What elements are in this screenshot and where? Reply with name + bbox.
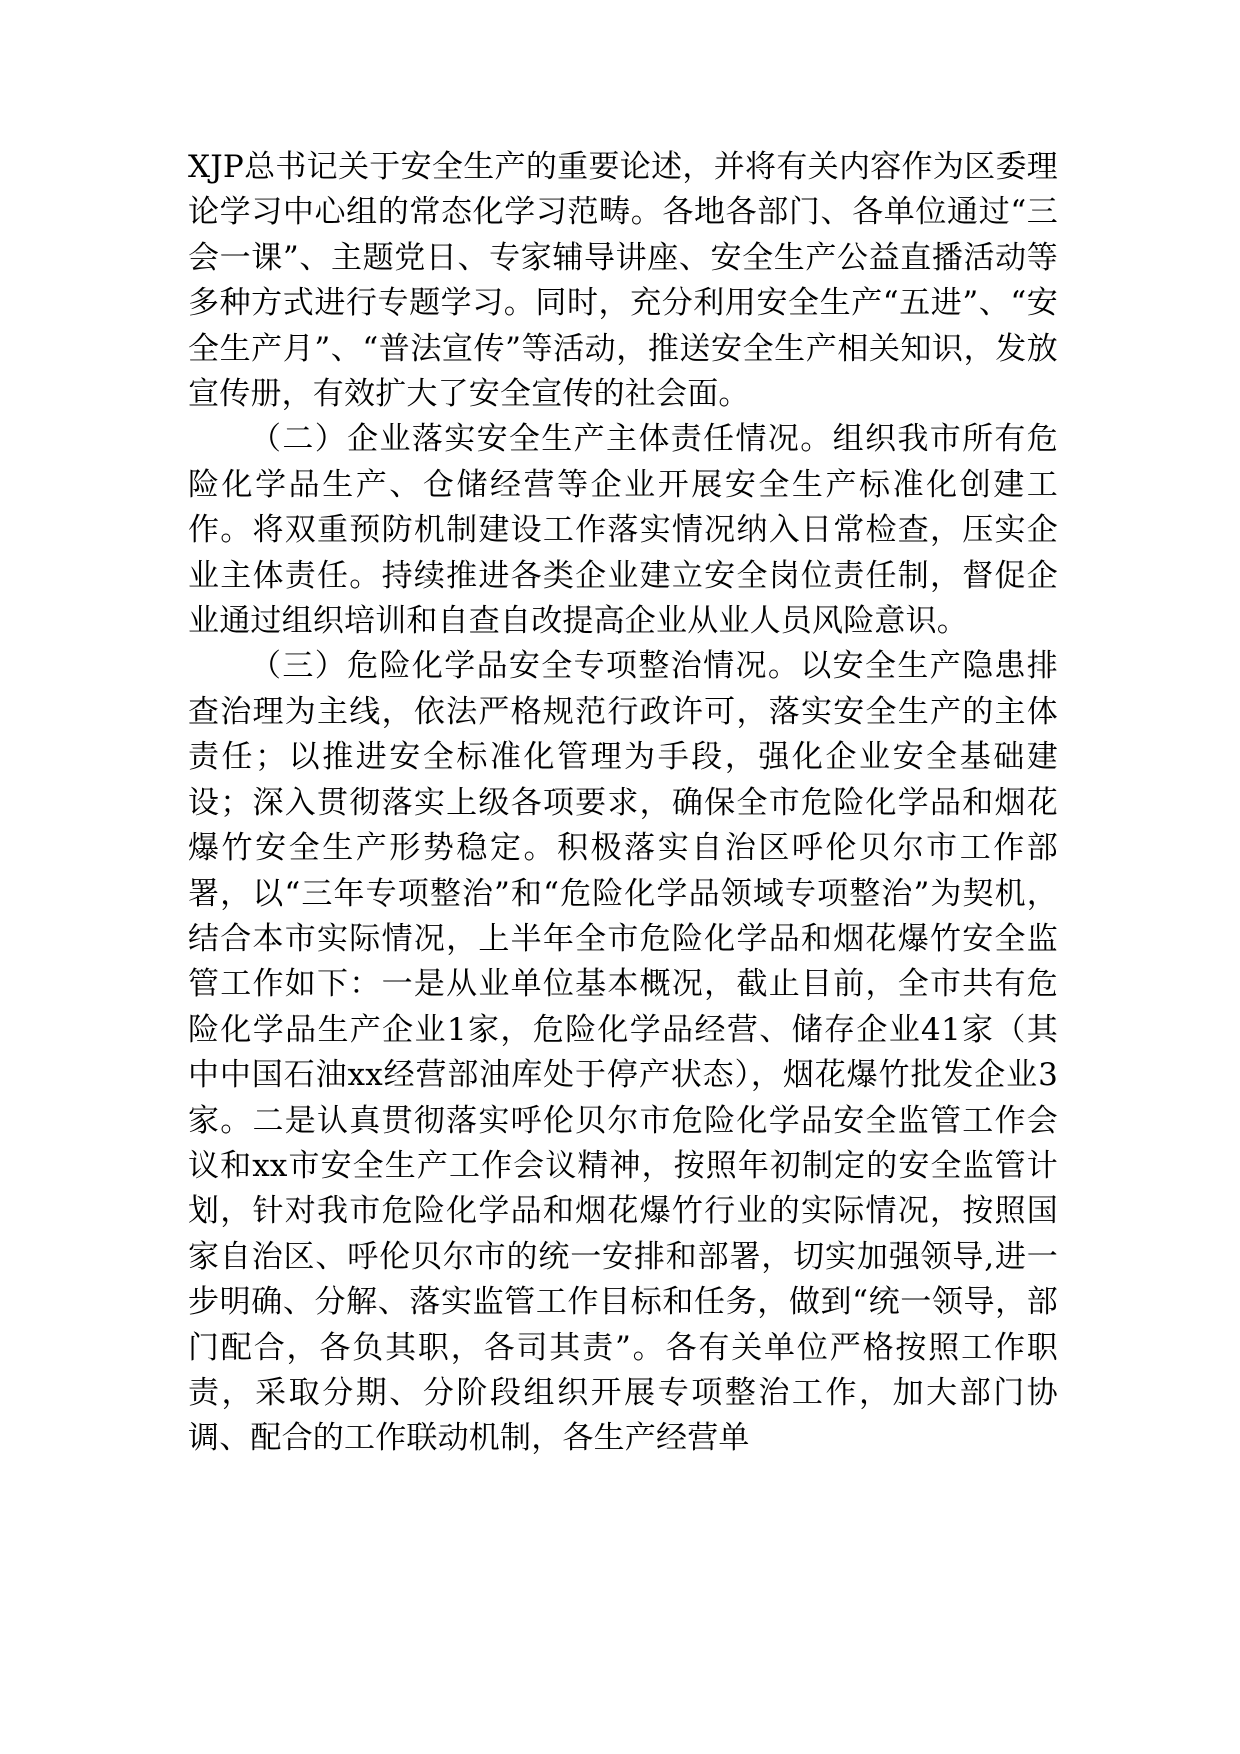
paragraph-section-two: （二）企业落实安全生产主体责任情况。组织我市所有危险化学品生产、仓储经营等企业开展安全生产标准化创建工作。将双重预防机制建设工作落实情况纳入日常检查，压实企业主体责任。持续推进各类企业建立安全岗位责任制，督促企业通过组织培训和自查自改提高企业从业人员风险意识。 xyxy=(188,421,1058,640)
paragraph-section-three: （三）危险化学品安全专项整治情况。以安全生产隐患排查治理为主线，依法严格规范行政许可，落实安全生产的主体责任；以推进安全标准化管理为手段，强化企业安全基础建设；深入贯彻落实上级各项要求，确保全市危险化学品和烟花爆竹安全生产形势稳定。积极落实自治区呼伦贝尔市工作部署，以“三年专项整治”和“危险化学品领域专项整治”为契机，结合本市实际情况，上半年全市危险化学品和烟花爆竹安全监管工作如下：一是从业单位基本概况，截止目前，全市共有危险化学品生产企业1家，危险化学品经营、储存企业41家（其中中国石油xx经营部油库处于停产状态），烟花爆竹批发企业3家。二是认真贯彻落实呼伦贝尔市危险化学品安全监管工作会议和xx市安全生产工作会议精神，按照年初制定的安全监管计划，针对我市危险化学品和烟花爆竹行业的实际情况，按照国家自治区、呼伦贝尔市的统一安排和部署，切实加强领导,进一步明确、分解、落实监管工作目标和任务，做到“统一领导，部门配合，各负其职，各司其责”。各有关单位严格按照工作职责，采取分期、分阶段组织开展专项整治工作，加大部门协调、配合的工作联动机制，各生产经营单 xyxy=(188,648,1058,1457)
paragraph-continuation: XJP总书记关于安全生产的重要论述，并将有关内容作为区委理论学习中心组的常态化学习范畴。各地各部门、各单位通过“三会一课”、主题党日、专家辅导讲座、安全生产公益直播活动等多种方式进行专题学习。同时，充分利用安全生产“五进”、“安全生产月”、“普法宣传”等活动，推送安全生产相关知识，发放宣传册，有效扩大了安全宣传的社会面。 xyxy=(188,149,1058,413)
document-body xyxy=(188,145,1058,1462)
